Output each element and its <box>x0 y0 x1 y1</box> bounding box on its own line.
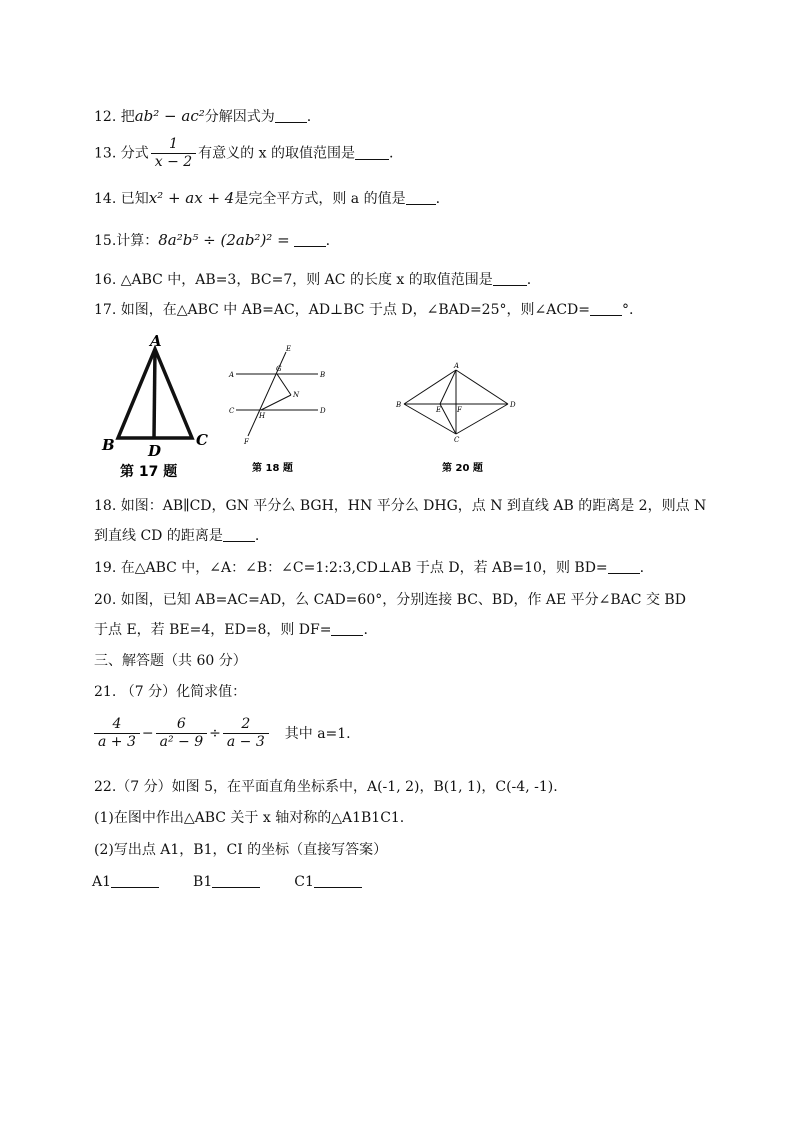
figure-20 <box>394 360 524 480</box>
answer-blank <box>355 145 389 160</box>
q21-fraction-3 <box>223 716 269 751</box>
label-e: E <box>286 345 292 353</box>
question-20-line-2 <box>94 620 368 640</box>
q21-fraction-1 <box>94 716 140 751</box>
question-14 <box>94 188 440 209</box>
question-20-line-1 <box>94 590 686 610</box>
label-c: C <box>196 431 208 449</box>
c1-blank <box>314 873 362 888</box>
label-d: D <box>148 442 162 460</box>
q19-text: 19. 在△ABC 中，∠A：∠B：∠C=1:2:3,CD⊥AB 于点 D，若 AB=10，则 BD= <box>94 560 608 576</box>
q15-expression: 8a²b⁵ ÷ (2ab²)² = <box>158 231 290 249</box>
label-d: D <box>320 407 326 415</box>
q14-prefix: 14. 已知 <box>94 191 149 207</box>
section-heading <box>94 651 247 671</box>
q21-f2-denominator: a² − 9 <box>156 733 208 751</box>
label-a: A <box>150 332 162 350</box>
question-17 <box>94 300 633 320</box>
label-g: G <box>276 365 282 373</box>
answer-blank <box>275 108 307 123</box>
section-3-title: 三、解答题（共 60 分） <box>94 653 247 669</box>
question-21 <box>94 682 246 702</box>
segment-gn <box>277 374 291 395</box>
answer-blank <box>608 559 640 574</box>
q13-end: . <box>388 145 394 162</box>
question-16 <box>94 270 531 290</box>
q21-fraction-2 <box>156 716 208 751</box>
answer-blank <box>223 527 255 542</box>
figure-17-caption: 第 17 题 <box>120 464 178 480</box>
label-a: A <box>454 362 460 370</box>
answer-blank <box>406 190 436 205</box>
q12-prefix: 12. 把 <box>94 109 135 125</box>
q12-text: 分解因式为 <box>204 109 275 125</box>
q21-condition: 其中 a=1. <box>284 725 351 742</box>
q14-expression: x² + ax + 4 <box>148 189 235 207</box>
label-h: H <box>259 412 266 420</box>
q17-end: °. <box>622 302 634 318</box>
q21-minus: − <box>141 725 154 742</box>
label-b: B <box>396 401 402 409</box>
answer-blank <box>331 621 363 636</box>
figure-20-caption: 第 20 题 <box>442 463 483 474</box>
a1-label: A1 <box>92 874 112 890</box>
c1-label: C1 <box>294 874 314 890</box>
b1-blank <box>212 873 260 888</box>
label-b: B <box>320 371 326 379</box>
question-12 <box>94 106 311 127</box>
label-f: F <box>244 438 249 446</box>
q21-expression <box>92 716 351 751</box>
q13-denominator: x − 2 <box>151 153 196 171</box>
answer-blank <box>493 271 527 286</box>
segment-cd <box>456 404 508 434</box>
q22-text: 22.（7 分）如图 5，在平面直角坐标系中，A(-1, 2)，B(1, 1)，C(-4, -1). <box>94 779 558 795</box>
q13-numerator: 1 <box>168 136 178 152</box>
q13-fraction <box>151 136 196 171</box>
a1-blank <box>111 873 159 888</box>
q20-text-2: 于点 E，若 BE=4，ED=8，则 DF= <box>94 622 332 638</box>
q15-end: . <box>325 233 331 249</box>
label-c: C <box>454 436 460 444</box>
label-b: B <box>102 436 115 454</box>
label-n: N <box>293 391 300 399</box>
figure-18-caption: 第 18 题 <box>252 463 293 474</box>
b1-label: B1 <box>193 874 213 890</box>
q19-end: . <box>639 560 645 576</box>
q21-text: 21. （7 分）化简求值： <box>94 684 247 700</box>
figure-17 <box>96 332 220 482</box>
q21-f3-numerator: 2 <box>241 716 251 732</box>
q18-end: . <box>254 528 260 544</box>
label-a: A <box>229 371 235 379</box>
answer-blank <box>294 232 326 247</box>
figure-18 <box>226 340 336 478</box>
question-22 <box>94 777 558 797</box>
q18-text-2: 到直线 CD 的距离是 <box>94 528 223 544</box>
q21-f3-denominator: a − 3 <box>223 733 269 751</box>
q21-divide: ÷ <box>209 725 221 742</box>
q22-answer-row <box>92 872 362 892</box>
question-15 <box>94 230 330 251</box>
q22-part-2-text: (2)写出点 A1，B1，CI 的坐标（直接写答案） <box>94 842 388 858</box>
q14-end: . <box>435 191 441 207</box>
q21-f1-denominator: a + 3 <box>94 733 140 751</box>
q16-text: 16. △ABC 中，AB=3，BC=7，则 AC 的长度 x 的取值范围是 <box>94 272 493 288</box>
answer-blank <box>590 301 622 316</box>
q20-text: 20. 如图，已知 AB=AC=AD，么 CAD=60°，分别连接 BC、BD，作 AE 平分∠BAC 交 BD <box>94 592 686 608</box>
q12-end: . <box>306 109 312 125</box>
label-e: E <box>436 406 442 414</box>
q22-part-1 <box>94 808 404 828</box>
q18-text: 18. 如图：AB∥CD，GN 平分么 BGH，HN 平分么 DHG，点 N 到直线 AB 的距离是 2，则点 N <box>94 498 707 514</box>
q17-text: 17. 如图，在△ABC 中 AB=AC，AD⊥BC 于点 D，∠BAD=25°，则∠ACD= <box>94 302 590 318</box>
question-18-line-2 <box>94 526 259 546</box>
q22-part-1-text: (1)在图中作出△ABC 关于 x 轴对称的△A1B1C1. <box>94 810 405 826</box>
question-13 <box>94 136 393 171</box>
q13-prefix: 13. 分式 <box>94 145 149 162</box>
q14-text: 是完全平方式，则 a 的值是 <box>234 191 406 207</box>
q21-f2-numerator: 6 <box>176 716 186 732</box>
label-d: D <box>510 401 516 409</box>
q20-end: . <box>363 622 368 638</box>
q13-text: 有意义的 x 的取值范围是 <box>198 145 355 162</box>
q22-part-2 <box>94 840 387 860</box>
question-18-line-1 <box>94 496 706 516</box>
q15-prefix: 15.计算： <box>94 233 159 249</box>
label-c: C <box>229 407 235 415</box>
segment-ad <box>456 370 508 404</box>
question-19 <box>94 558 644 578</box>
label-f: F <box>457 406 462 414</box>
q21-f1-numerator: 4 <box>112 716 122 732</box>
altitude-ad <box>154 349 155 438</box>
q12-expression: ab² − ac² <box>134 107 205 125</box>
q16-end: . <box>526 272 532 288</box>
